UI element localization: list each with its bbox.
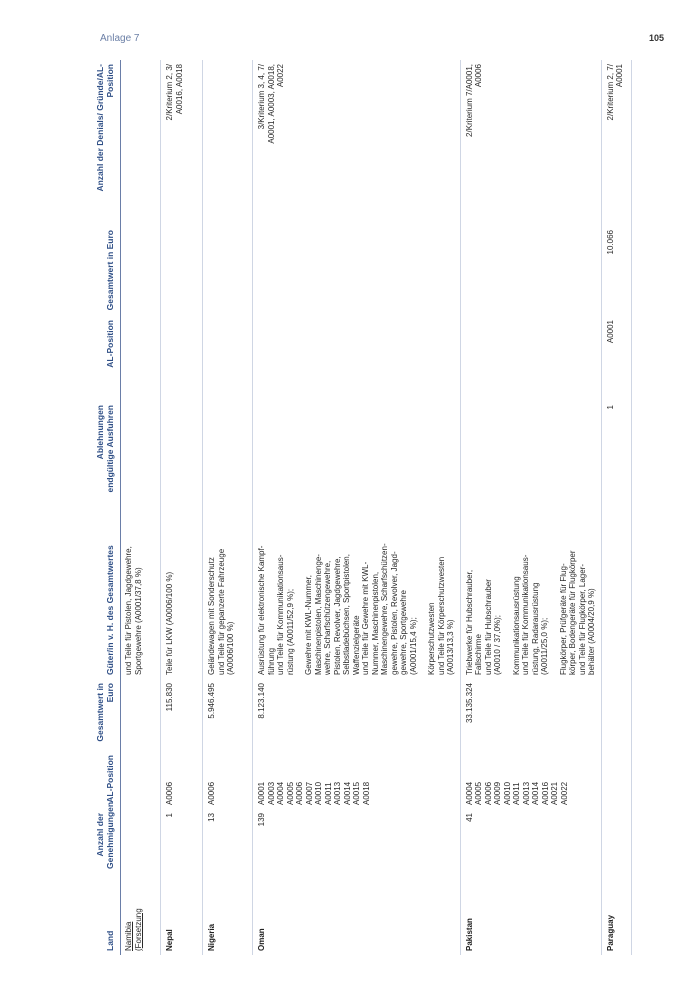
cell-denials: 2/Kriterium 2, 3/ A0016, A0018 [161, 60, 203, 226]
cell-land: Pakistan [460, 873, 601, 955]
cell-gueter [601, 501, 631, 679]
cell-al-position-2 [203, 316, 253, 401]
cell-gueter: und Teile für Pistolen, Jagdgewehre, Sportgewehre (A0001/37,8 %) [121, 501, 161, 679]
cell-ablehnungen [253, 401, 461, 501]
cell-gesamtwert-2 [161, 226, 203, 316]
cell-al-position-2 [253, 316, 461, 401]
rotated-table-container [95, 60, 677, 955]
col-header-denials: Anzahl der Denials/ Gründe/AL-Position [95, 60, 121, 226]
col-header-gueter: Güter/in v. H. des Gesamtwertes [95, 501, 121, 679]
gueter-part: Kommunikationsausrüstung und Teile für Kommunikationsaus- rüstung, Radarausrüstung (A0011/25,0 %); [511, 554, 549, 675]
gueter-part: Flugkörper, Prüfgeräte für Flug- körper, Bodengeräte für Flugkörper und Teile für Flugkörper, Lager- behälter (A0004/20,9 %) [558, 550, 596, 675]
cell-gesamtwert-2 [121, 226, 161, 316]
table-row [121, 60, 161, 955]
cell-anzahl: 41 [460, 809, 601, 873]
cell-al-position-2 [460, 316, 601, 401]
cell-land: Nepal [161, 873, 203, 955]
cell-ablehnungen: 1 [601, 401, 631, 501]
cell-land: Oman [253, 873, 461, 955]
cell-denials [121, 60, 161, 226]
cell-gesamtwert: 115.830 [161, 679, 203, 751]
col-header-gesamtwert-2: Gesamtwert in Euro [95, 226, 121, 316]
cell-al-position-2 [121, 316, 161, 401]
col-header-land: Land [95, 873, 121, 955]
table-row [253, 60, 461, 955]
gueter-part: Ausrüstung für elektronische Kampf- führung und Teile für Kommunikationsaus- rüstung (A0011/52,9 %); [257, 545, 295, 675]
cell-ablehnungen [203, 401, 253, 501]
cell-gueter [253, 501, 461, 679]
table-row [460, 60, 601, 955]
gueter-part: Gewehre mit KWL-Nummer, Maschinenpistolen, Maschinenge- wehre, Scharfschützengewehre, Pistolen, Revolver, Jagdgewehre, Selbstladebüchsen, Sportpistolen, Waffenzielgeräte und Teile für Gewehre mit KWL- Nummer, Maschinenpistolen, Maschinengewehre, Scharfschützen- gewehre, Pistolen, Revolver, Jagd- gewehre, Sportgewehre (A0001/15,4 %); [304, 543, 418, 675]
cell-gesamtwert-2 [253, 226, 461, 316]
table-row [601, 60, 631, 955]
cell-anzahl: 13 [203, 809, 253, 873]
gueter-part: Körperschutzwesten und Teile für Körperschutzwesten (A0013/13,3 %) [427, 556, 455, 675]
cell-gueter [460, 501, 601, 679]
cell-gesamtwert [121, 679, 161, 751]
cell-gueter: Geländewagen mit Sonderschutz und Teile für gepanzerte Fahrzeuge (A0006/100 %) [203, 501, 253, 679]
cell-denials: 2/Kriterium 7/A0001, A0006 [460, 60, 601, 226]
cell-anzahl: 139 [253, 809, 461, 873]
gueter-part: Triebwerke für Hubschrauber, Fallschirme und Teile für Hubschrauber (A0010 / 37,0%); [464, 569, 502, 675]
cell-gesamtwert-2 [460, 226, 601, 316]
cell-denials [203, 60, 253, 226]
table-row [161, 60, 203, 955]
annex-label: Anlage 7 [100, 33, 140, 44]
cell-ablehnungen [121, 401, 161, 501]
cell-al-position-2 [161, 316, 203, 401]
cell-denials: 3/Kriterium 3, 4, 7/ A0001, A0003, A0018, A0022 [253, 60, 461, 226]
export-table [95, 60, 632, 955]
table-header-row [95, 60, 121, 955]
cell-gesamtwert-2: 10.066 [601, 226, 631, 316]
cell-gesamtwert [601, 679, 631, 751]
col-header-al-position: AL-Position [95, 751, 121, 809]
cell-gesamtwert: 8.123.140 [253, 679, 461, 751]
cell-al-position-2: A0001 [601, 316, 631, 401]
cell-gesamtwert: 33.135.324 [460, 679, 601, 751]
cell-land: Paraguay [601, 873, 631, 955]
cell-land: Namibia (Forsetzung [121, 873, 161, 955]
cell-anzahl [601, 809, 631, 873]
cell-gesamtwert-2 [203, 226, 253, 316]
cell-ablehnungen [460, 401, 601, 501]
page-number: 105 [648, 33, 664, 43]
col-header-gesamtwert: Gesamtwert in Euro [95, 679, 121, 751]
cell-al-position: A0006 [161, 751, 203, 809]
cell-al-position [601, 751, 631, 809]
cell-al-position: A0006 [203, 751, 253, 809]
cell-al-position [121, 751, 161, 809]
cell-gueter: Teile für LKW (A0006/100 %) [161, 501, 203, 679]
cell-al-position: A0004 A0005 A0006 A0009 A0010 A0011 A0013 A0014 A0016 A0021 A0022 [460, 751, 601, 809]
cell-denials: 2/Kriterium 2, 7/ A0001 [601, 60, 631, 226]
cell-al-position: A0001 A0003 A0004 A0005 A0006 A0007 A0010 A0011 A0013 A0014 A0015 A0018 [253, 751, 461, 809]
cell-anzahl: 1 [161, 809, 203, 873]
cell-anzahl [121, 809, 161, 873]
col-header-al-position-2: AL-Position [95, 316, 121, 401]
cell-land: Nigeria [203, 873, 253, 955]
cell-gesamtwert: 5.946.495 [203, 679, 253, 751]
table-row [203, 60, 253, 955]
col-header-anzahl: Anzahl der Genehmigungen [95, 809, 121, 873]
cell-ablehnungen [161, 401, 203, 501]
col-header-ablehnungen: Ablehnungen endgültige Ausfuhren [95, 401, 121, 501]
